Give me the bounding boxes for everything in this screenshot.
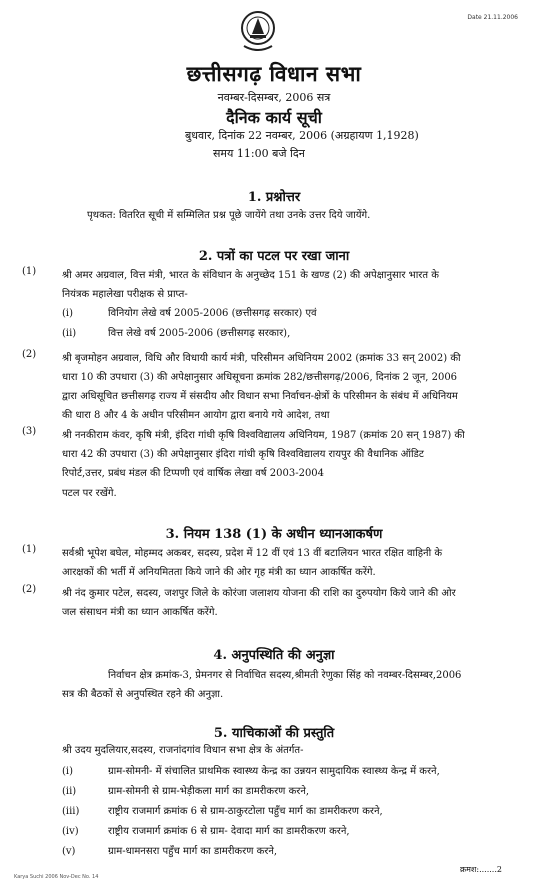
item-number: (1) <box>22 266 37 277</box>
item-line: रिपोर्ट,उत्तर, प्रबंध मंडल की टिप्पणी एवं वार्षिक लेखा वर्ष 2003-2004 <box>62 468 325 479</box>
time-line: समय 11:00 बजे दिन <box>213 147 305 160</box>
item-number: (2) <box>22 349 37 360</box>
item-line: धारा 10 की उपधारा (3) की अपेक्षानुसार अधिसूचना क्रमांक 282/छत्तीसगढ़/2006, दिनांक 2 जून, 2006 <box>62 372 458 383</box>
petition-number: (ii) <box>62 786 77 797</box>
item-number: (2) <box>22 584 37 595</box>
item-number: (3) <box>22 426 37 437</box>
item-line: आरक्षकों की भर्ती में अनियमितता किये जाने की ओर गृह मंत्री का ध्यान आकर्षित करेंगे. <box>62 567 376 578</box>
sub-item-number: (i) <box>62 308 74 319</box>
section-4-line: सत्र की बैठकों से अनुपस्थित रहने की अनुज्ञा. <box>62 689 224 700</box>
item-line: श्री नंद कुमार पटेल, सदस्य, जशपुर जिले के कोरंजा जलाशय योजना की राशि का दुरुपयोग किये जाने की ओर <box>62 588 456 599</box>
section-2-heading: 2. पत्रों का पटल पर रखा जाना <box>198 249 350 264</box>
section-5-heading: 5. याचिकाओं की प्रस्तुति <box>213 726 335 741</box>
item-line: पटल पर रखेंगे. <box>62 488 117 499</box>
petition-text: ग्राम-सोमनी से ग्राम-भेड़ीकला मार्ग का डामरीकरण करने, <box>108 786 310 797</box>
petition-number: (i) <box>62 766 74 777</box>
item-line: की धारा 8 और 4 के अधीन परिसीमन आयोग द्वारा बनाये गये आदेश, तथा <box>62 410 330 421</box>
item-line: धारा 42 की उपधारा (3) की अपेक्षानुसार इंदिरा गांधी कृषि विश्वविद्यालय रायपुर की वैधानिक ऑडिट <box>62 449 424 460</box>
item-line: सर्वश्री भूपेश बघेल, मोहम्मद अकबर, सदस्य, प्रदेश में 12 वीं एवं 13 वीं बटालियन भारत रक्षित वाहिनी के <box>62 548 443 559</box>
session-label: नवम्बर-दिसम्बर, 2006 सत्र <box>217 91 331 104</box>
section-4-heading: 4. अनुपस्थिति की अनुज्ञा <box>213 648 335 663</box>
petition-text: ग्राम-सोमनी- में संचालित प्राथमिक स्वास्थ्य केन्द्र का उन्नयन सामुदायिक स्वास्थ्य केन्द्र में करने, <box>108 766 440 777</box>
petition-text: राष्ट्रीय राजमार्ग क्रमांक 6 से ग्राम- देवादा मार्ग का डामरीकरण करने, <box>108 826 350 837</box>
petition-number: (iv) <box>62 826 79 837</box>
item-line: श्री ननकीराम कंवर, कृषि मंत्री, इंदिरा गांधी कृषि विश्वविद्यालय अधिनियम, 1987 (क्रमांक 20 सन् 1987) की <box>62 430 465 441</box>
footer-file-label: Karya Suchi 2006 Nov-Dec No. 14 <box>14 874 99 880</box>
document-date: Date 21.11.2006 <box>467 14 518 21</box>
sub-item-text: वित्त लेखे वर्ष 2005-2006 (छत्तीसगढ़ सरकार), <box>108 328 291 339</box>
section-3-heading: 3. नियम 138 (1) के अधीन ध्यानआकर्षण <box>165 527 383 542</box>
item-line: द्वारा अधिसूचित छत्तीसगढ़ राज्य में संसदीय और विधान सभा निर्वाचन-क्षेत्रों के परिसीमन के संबंध में अधिनियम <box>62 391 458 402</box>
section-5-intro: श्री उदय मुदलियार,सदस्य, राजनांदगांव विधान सभा क्षेत्र के अंतर्गत- <box>62 745 304 756</box>
sub-item-number: (ii) <box>62 328 77 339</box>
item-line: श्री बृजमोहन अग्रवाल, विधि और विधायी कार्य मंत्री, परिसीमन अधिनियम 2002 (क्रमांक 33 सन् 2002) की <box>62 353 461 364</box>
petition-text: राष्ट्रीय राजमार्ग क्रमांक 6 से ग्राम-ठाकुरटोला पहुँच मार्ग का डामरीकरण करने, <box>108 806 383 817</box>
petition-number: (v) <box>62 846 76 857</box>
section-4-line: निर्वाचन क्षेत्र क्रमांक-3, प्रेमनगर से निर्वाचित सदस्य,श्रीमती रेणुका सिंह को नवम्बर-दिसम्बर,2006 <box>108 670 462 681</box>
item-line: जल संसाधन मंत्री का ध्यान आकर्षित करेंगे. <box>62 607 218 618</box>
section-1-text: पृथकत: वितरित सूची में सम्मिलित प्रश्न पूछे जायेंगे तथा उनके उत्तर दिये जायेंगे. <box>87 210 371 221</box>
page-subtitle: दैनिक कार्य सूची <box>226 108 322 127</box>
section-1-heading: 1. प्रश्नोत्तर <box>247 190 301 205</box>
emblem-seal-icon <box>238 10 278 54</box>
date-line: बुधवार, दिनांक 22 नवम्बर, 2006 (अग्रहायण 1,1928) <box>185 129 419 142</box>
page-title: छत्तीसगढ़ विधान सभा <box>186 61 362 86</box>
sub-item-text: विनियोग लेखे वर्ष 2005-2006 (छत्तीसगढ़ सरकार) एवं <box>108 308 317 319</box>
petition-number: (iii) <box>62 806 80 817</box>
item-line: नियंत्रक महालेखा परीक्षक से प्राप्त- <box>62 289 188 300</box>
petition-text: ग्राम-धामनसरा पहुँच मार्ग का डामरीकरण करने, <box>108 846 278 857</box>
continued-label: क्रमश:.......2 <box>460 865 502 874</box>
item-number: (1) <box>22 544 37 555</box>
item-line: श्री अमर अग्रवाल, वित्त मंत्री, भारत के संविधान के अनुच्छेद 151 के खण्ड (2) की अपेक्षानुसार भारत के <box>62 270 439 281</box>
